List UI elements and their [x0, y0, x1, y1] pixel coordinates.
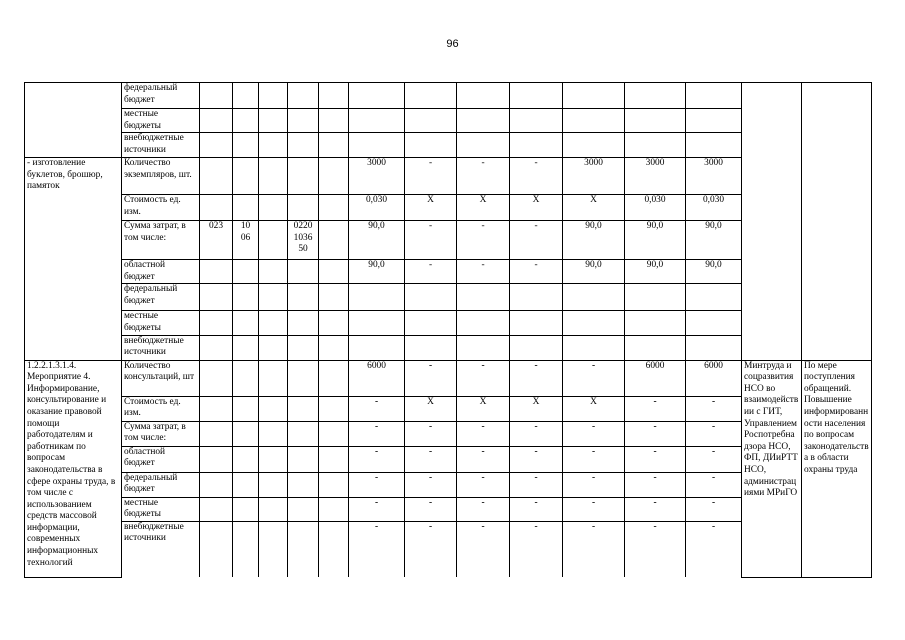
value-cell: 6000 — [625, 360, 686, 396]
value-cell — [510, 133, 563, 158]
value-cell: - — [457, 421, 510, 446]
value-cell: - — [510, 221, 563, 260]
grbs-cell — [200, 133, 233, 158]
empty-cell — [319, 221, 349, 260]
csr-cell — [288, 109, 319, 133]
value-cell: - — [510, 497, 563, 521]
value-cell: 3000 — [563, 158, 625, 195]
value-cell: - — [405, 360, 457, 396]
value-cell: - — [563, 472, 625, 497]
value-cell — [625, 311, 686, 335]
csr-cell — [288, 195, 319, 221]
value-cell: - — [457, 360, 510, 396]
value-cell — [457, 133, 510, 158]
csr-cell — [288, 521, 319, 577]
value-cell: Х — [563, 396, 625, 421]
empty-cell — [259, 311, 288, 335]
grbs-cell — [200, 83, 233, 109]
value-cell: - — [349, 497, 405, 521]
value-cell — [349, 109, 405, 133]
grbs-cell — [200, 335, 233, 360]
value-cell — [510, 83, 563, 109]
empty-cell — [259, 221, 288, 260]
rzpr-cell — [233, 311, 259, 335]
value-cell: - — [625, 421, 686, 446]
value-cell — [349, 284, 405, 311]
empty-cell — [319, 421, 349, 446]
value-cell: - — [686, 472, 742, 497]
value-cell: 90,0 — [563, 260, 625, 284]
csr-cell — [288, 335, 319, 360]
value-cell: - — [349, 446, 405, 472]
csr-cell: 0220 1036 50 — [288, 221, 319, 260]
value-cell — [405, 133, 457, 158]
value-cell: - — [457, 221, 510, 260]
value-cell — [563, 335, 625, 360]
csr-cell — [288, 472, 319, 497]
rzpr-cell — [233, 497, 259, 521]
value-cell: - — [349, 472, 405, 497]
grbs-cell — [200, 360, 233, 396]
value-cell: - — [510, 360, 563, 396]
value-cell — [405, 284, 457, 311]
indicator-cell: федеральный бюджет — [122, 83, 200, 109]
value-cell — [510, 335, 563, 360]
value-cell: 0,030 — [349, 195, 405, 221]
empty-cell — [259, 158, 288, 195]
empty-cell — [319, 446, 349, 472]
value-cell: 0,030 — [625, 195, 686, 221]
empty-cell — [259, 335, 288, 360]
value-cell — [686, 335, 742, 360]
indicator-cell: местные бюджеты — [122, 311, 200, 335]
grbs-cell — [200, 497, 233, 521]
csr-cell — [288, 311, 319, 335]
rzpr-cell — [233, 195, 259, 221]
csr-cell — [288, 360, 319, 396]
rzpr-cell — [233, 421, 259, 446]
value-cell — [563, 311, 625, 335]
value-cell: Х — [510, 195, 563, 221]
indicator-cell: внебюджетные источники — [122, 133, 200, 158]
value-cell — [457, 284, 510, 311]
value-cell: - — [405, 521, 457, 577]
grbs-cell — [200, 446, 233, 472]
value-cell: - — [510, 521, 563, 577]
empty-cell — [319, 195, 349, 221]
value-cell: Х — [405, 396, 457, 421]
indicator-cell: Количество консультаций, шт — [122, 360, 200, 396]
value-cell — [563, 83, 625, 109]
activity-cell — [25, 83, 122, 158]
value-cell — [457, 83, 510, 109]
indicator-cell: Сумма затрат, в том числе: — [122, 221, 200, 260]
value-cell: Х — [457, 195, 510, 221]
value-cell — [405, 335, 457, 360]
value-cell: Х — [405, 195, 457, 221]
value-cell — [686, 109, 742, 133]
rzpr-cell — [233, 472, 259, 497]
rzpr-cell — [233, 158, 259, 195]
value-cell: Х — [563, 195, 625, 221]
value-cell — [625, 109, 686, 133]
csr-cell — [288, 446, 319, 472]
value-cell: 3000 — [625, 158, 686, 195]
value-cell: - — [510, 446, 563, 472]
rzpr-cell — [233, 446, 259, 472]
value-cell: Х — [510, 396, 563, 421]
grbs-cell — [200, 195, 233, 221]
empty-cell — [259, 497, 288, 521]
rzpr-cell — [233, 396, 259, 421]
value-cell — [625, 133, 686, 158]
indicator-cell: местные бюджеты — [122, 109, 200, 133]
value-cell: - — [686, 497, 742, 521]
rzpr-cell — [233, 260, 259, 284]
budget-table — [24, 82, 872, 578]
value-cell: - — [510, 472, 563, 497]
value-cell: - — [625, 446, 686, 472]
value-cell: - — [686, 421, 742, 446]
rzpr-cell — [233, 133, 259, 158]
csr-cell — [288, 396, 319, 421]
csr-cell — [288, 83, 319, 109]
value-cell: - — [625, 497, 686, 521]
value-cell: Х — [457, 396, 510, 421]
grbs-cell — [200, 284, 233, 311]
empty-cell — [319, 158, 349, 195]
table-row — [25, 83, 872, 109]
empty-cell — [259, 260, 288, 284]
indicator-cell: Стоимость ед. изм. — [122, 396, 200, 421]
value-cell — [686, 133, 742, 158]
csr-cell — [288, 421, 319, 446]
empty-cell — [259, 421, 288, 446]
empty-cell — [259, 195, 288, 221]
result-cell: По мере поступления обращений. Повышение информированности населения по вопросам законодательства в области охраны труда — [802, 360, 872, 577]
value-cell — [457, 335, 510, 360]
value-cell: - — [625, 396, 686, 421]
value-cell — [510, 311, 563, 335]
value-cell — [510, 284, 563, 311]
value-cell — [349, 311, 405, 335]
rzpr-cell — [233, 360, 259, 396]
grbs-cell — [200, 521, 233, 577]
grbs-cell — [200, 421, 233, 446]
empty-cell — [319, 311, 349, 335]
indicator-cell: областной бюджет — [122, 446, 200, 472]
table-row — [25, 360, 872, 396]
value-cell: 3000 — [349, 158, 405, 195]
executor-cell: Минтруда и соцразвития НСО во взаимодействии с ГИТ, Управлением Роспотребнадзора НСО, ФП, ДИиРТТ НСО, администрациями МРиГО — [742, 360, 802, 577]
rzpr-cell — [233, 83, 259, 109]
csr-cell — [288, 497, 319, 521]
indicator-cell: местные бюджеты — [122, 497, 200, 521]
indicator-cell: Сумма затрат, в том числе: — [122, 421, 200, 446]
value-cell: - — [457, 260, 510, 284]
value-cell: - — [510, 158, 563, 195]
indicator-cell: федеральный бюджет — [122, 472, 200, 497]
rzpr-cell — [233, 335, 259, 360]
value-cell: - — [349, 521, 405, 577]
value-cell: - — [405, 472, 457, 497]
page-number: 96 — [446, 38, 459, 50]
empty-cell — [259, 83, 288, 109]
value-cell — [625, 284, 686, 311]
value-cell: 90,0 — [686, 260, 742, 284]
grbs-cell — [200, 260, 233, 284]
value-cell: - — [349, 396, 405, 421]
indicator-cell: внебюджетные источники — [122, 335, 200, 360]
value-cell: - — [405, 260, 457, 284]
grbs-cell — [200, 472, 233, 497]
value-cell: - — [457, 497, 510, 521]
value-cell: - — [349, 421, 405, 446]
value-cell: - — [510, 421, 563, 446]
empty-cell — [319, 472, 349, 497]
indicator-cell: Стоимость ед. изм. — [122, 195, 200, 221]
value-cell — [563, 133, 625, 158]
csr-cell — [288, 260, 319, 284]
csr-cell — [288, 133, 319, 158]
activity-cell: - изготовление буклетов, брошюр, памяток — [25, 158, 122, 360]
empty-cell — [259, 396, 288, 421]
value-cell — [349, 335, 405, 360]
value-cell: - — [457, 158, 510, 195]
value-cell: 90,0 — [349, 260, 405, 284]
value-cell — [405, 109, 457, 133]
result-cell — [802, 83, 872, 361]
value-cell: - — [510, 260, 563, 284]
value-cell — [457, 311, 510, 335]
activity-cell: 1.2.2.1.3.1.4. Мероприятие 4. Информирование, консультирование и оказание правовой помощи работодателям и работникам по вопросам законодательства в сфере охраны труда, в том числе с использованием средств массовой информации, современных информационных технологий — [25, 360, 122, 577]
value-cell: 3000 — [686, 158, 742, 195]
empty-cell — [319, 133, 349, 158]
empty-cell — [319, 335, 349, 360]
value-cell: - — [405, 421, 457, 446]
empty-cell — [259, 472, 288, 497]
value-cell: - — [405, 497, 457, 521]
empty-cell — [319, 83, 349, 109]
value-cell: - — [686, 446, 742, 472]
value-cell — [349, 133, 405, 158]
value-cell: 6000 — [349, 360, 405, 396]
value-cell: - — [625, 472, 686, 497]
grbs-cell — [200, 311, 233, 335]
value-cell: - — [405, 221, 457, 260]
value-cell: - — [405, 446, 457, 472]
value-cell — [686, 83, 742, 109]
value-cell — [405, 311, 457, 335]
value-cell: - — [563, 497, 625, 521]
empty-cell — [319, 521, 349, 577]
value-cell: 90,0 — [563, 221, 625, 260]
empty-cell — [259, 284, 288, 311]
rzpr-cell — [233, 521, 259, 577]
empty-cell — [259, 360, 288, 396]
value-cell: - — [563, 446, 625, 472]
value-cell: - — [563, 521, 625, 577]
empty-cell — [319, 497, 349, 521]
value-cell: - — [686, 396, 742, 421]
executor-cell — [742, 83, 802, 361]
value-cell: 90,0 — [625, 221, 686, 260]
rzpr-cell — [233, 109, 259, 133]
indicator-cell: областной бюджет — [122, 260, 200, 284]
value-cell: 6000 — [686, 360, 742, 396]
value-cell: - — [457, 472, 510, 497]
empty-cell — [259, 521, 288, 577]
empty-cell — [319, 284, 349, 311]
value-cell: 90,0 — [349, 221, 405, 260]
value-cell — [625, 335, 686, 360]
empty-cell — [319, 360, 349, 396]
empty-cell — [259, 133, 288, 158]
value-cell: 90,0 — [686, 221, 742, 260]
grbs-cell — [200, 109, 233, 133]
indicator-cell: федеральный бюджет — [122, 284, 200, 311]
indicator-cell: Количество экземпляров, шт. — [122, 158, 200, 195]
grbs-cell: 023 — [200, 221, 233, 260]
value-cell: - — [405, 158, 457, 195]
value-cell: - — [563, 421, 625, 446]
rzpr-cell — [233, 284, 259, 311]
value-cell: - — [457, 521, 510, 577]
value-cell: - — [625, 521, 686, 577]
rzpr-cell: 10 06 — [233, 221, 259, 260]
value-cell — [563, 284, 625, 311]
value-cell — [457, 109, 510, 133]
value-cell: - — [457, 446, 510, 472]
value-cell — [349, 83, 405, 109]
value-cell — [510, 109, 563, 133]
empty-cell — [319, 396, 349, 421]
csr-cell — [288, 284, 319, 311]
value-cell: - — [686, 521, 742, 577]
value-cell — [686, 284, 742, 311]
value-cell: 90,0 — [625, 260, 686, 284]
value-cell — [405, 83, 457, 109]
empty-cell — [259, 109, 288, 133]
value-cell: - — [563, 360, 625, 396]
grbs-cell — [200, 158, 233, 195]
indicator-cell: внебюджетные источники — [122, 521, 200, 577]
value-cell — [563, 109, 625, 133]
csr-cell — [288, 158, 319, 195]
empty-cell — [319, 260, 349, 284]
empty-cell — [259, 446, 288, 472]
value-cell — [686, 311, 742, 335]
grbs-cell — [200, 396, 233, 421]
value-cell — [625, 83, 686, 109]
value-cell: 0,030 — [686, 195, 742, 221]
empty-cell — [319, 109, 349, 133]
